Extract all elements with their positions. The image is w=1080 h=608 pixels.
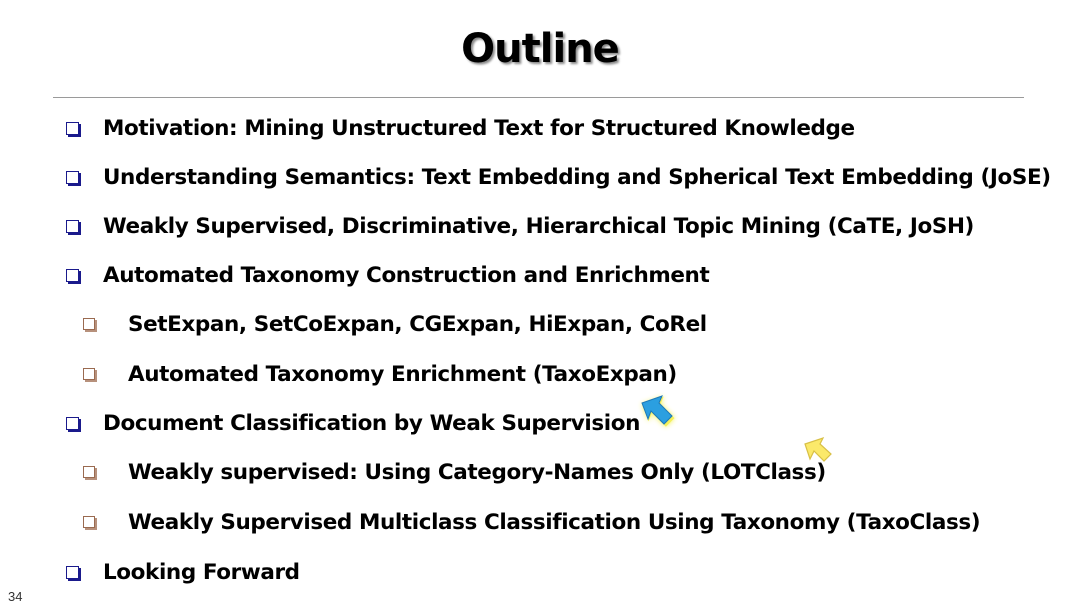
checkbox-bullet-icon — [83, 368, 95, 380]
list-item — [0, 209, 974, 243]
list-item — [0, 555, 300, 589]
list-item-text: Understanding Semantics: Text Embedding and Spherical Text Embedding (JoSE) — [103, 164, 1051, 190]
arrow-pointer-icon — [628, 390, 684, 436]
list-item-text: Automated Taxonomy Enrichment (TaxoExpan) — [128, 361, 677, 387]
list-item-text: Motivation: Mining Unstructured Text for Structured Knowledge — [103, 115, 855, 141]
list-item — [0, 160, 1051, 194]
list-item-text: SetExpan, SetCoExpan, CGExpan, HiExpan, CoRel — [128, 311, 707, 337]
arrow-pointer-icon — [795, 432, 841, 474]
sub-list-item — [0, 455, 826, 489]
list-item — [0, 258, 709, 292]
checkbox-bullet-icon — [66, 269, 79, 282]
checkbox-bullet-icon — [83, 466, 95, 478]
list-item-text: Automated Taxonomy Construction and Enrichment — [103, 262, 710, 288]
checkbox-bullet-icon — [66, 566, 79, 579]
checkbox-bullet-icon — [66, 171, 79, 184]
checkbox-bullet-icon — [66, 417, 79, 430]
slide-title: Outline — [461, 26, 619, 72]
sub-list-item — [0, 307, 707, 341]
list-item-text: Looking Forward — [103, 559, 300, 585]
slide-page-number: 34 — [8, 589, 23, 604]
checkbox-bullet-icon — [83, 318, 95, 330]
list-item-text: Weakly Supervised Multiclass Classification Using Taxonomy (TaxoClass) — [128, 509, 981, 535]
checkbox-bullet-icon — [83, 516, 95, 528]
list-item-text: Weakly Supervised, Discriminative, Hierarchical Topic Mining (CaTE, JoSH) — [103, 213, 974, 239]
sub-list-item — [0, 357, 677, 391]
list-item-text: Document Classification by Weak Supervision — [103, 410, 641, 436]
checkbox-bullet-icon — [66, 220, 79, 233]
checkbox-bullet-icon — [66, 122, 79, 135]
list-item-text: Weakly supervised: Using Category-Names Only (LOTClass) — [128, 459, 826, 485]
list-item — [0, 111, 855, 145]
sub-list-item — [0, 505, 980, 539]
list-item — [0, 406, 640, 440]
